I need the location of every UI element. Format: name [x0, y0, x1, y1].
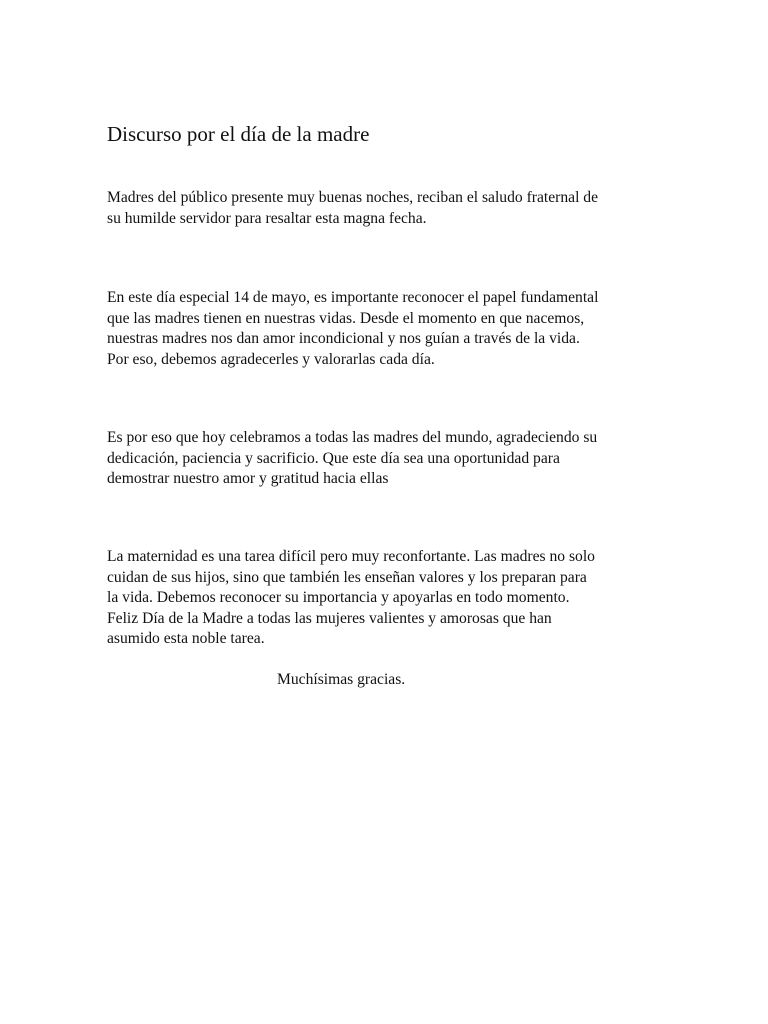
text-line: Madres del público presente muy buenas noches, reciban el saludo fraternal de [107, 189, 599, 206]
paragraph-greeting [107, 188, 663, 229]
text-line: que las madres tienen en nuestras vidas. Desde el momento en que nacemos, [107, 309, 585, 327]
paragraph-importance [107, 288, 663, 370]
text-line: dedicación, paciencia y sacrificio. Que este día sea una oportunidad para [107, 449, 560, 467]
text-line: Por eso, debemos agradecerles y valorarlas cada día. [107, 350, 435, 368]
text-line: En este día especial 14 de mayo, es importante reconocer el papel fundamental [107, 289, 599, 306]
text-line: demostrar nuestro amor y gratitud hacia ellas [107, 470, 389, 487]
paragraph-celebration [107, 428, 663, 490]
text-line: cuidan de sus hijos, sino que también les enseñan valores y los preparan para [107, 568, 587, 586]
document-title: Discurso por el día de la madre [107, 122, 370, 146]
text-line: asumido esta noble tarea. [107, 630, 265, 647]
text-line: nuestras madres nos dan amor incondicional y nos guían a través de la vida. [107, 330, 580, 347]
text-line: su humilde servidor para resaltar esta magna fecha. [107, 209, 427, 227]
paragraph-maternity [107, 547, 663, 650]
text-line: Feliz Día de la Madre a todas las mujeres valientes y amorosas que han [107, 609, 552, 627]
text-line: la vida. Debemos reconocer su importancia y apoyarlas en todo momento. [107, 589, 570, 606]
closing-line: Muchísimas gracias. [277, 671, 406, 688]
text-line: La maternidad es una tarea difícil pero muy reconfortante. Las madres no solo [107, 548, 595, 565]
text-line: Es por eso que hoy celebramos a todas las madres del mundo, agradeciendo su [107, 429, 598, 446]
